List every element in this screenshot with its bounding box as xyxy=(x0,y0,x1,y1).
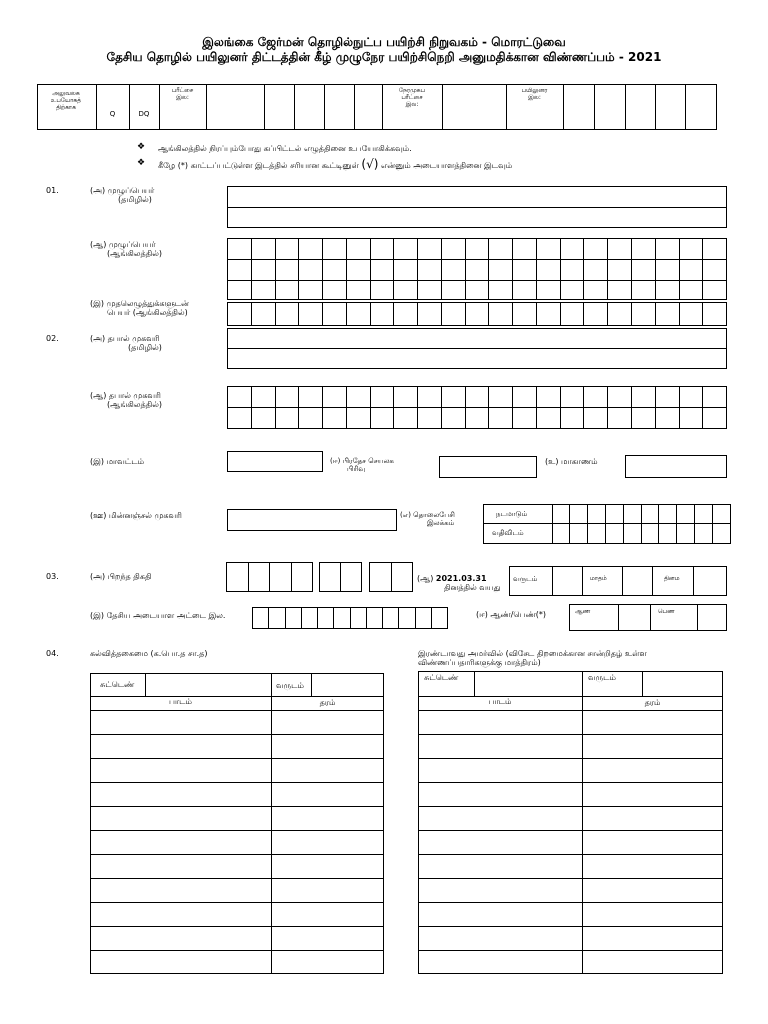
bullet-icon: ❖ xyxy=(137,142,146,152)
office-use-table xyxy=(37,84,717,130)
male-checkbox[interactable] xyxy=(619,605,649,630)
mobile-digits[interactable] xyxy=(552,504,731,524)
email-input[interactable] xyxy=(227,509,397,531)
section-04-number: 04. xyxy=(46,649,59,658)
index-label-left: சுட்டெண் xyxy=(100,680,135,689)
dob-label: (அ) பிறந்த திகதி xyxy=(90,572,152,581)
fullname-english-grid-row1[interactable] xyxy=(227,238,727,260)
qualification-title: கல்வித்தகைமை (க.பொ.த சா.த) xyxy=(90,649,208,658)
email-label: (ஊ) மின்னஞ்சல் முகவரி xyxy=(90,511,182,520)
subject-header-left: பாடம் xyxy=(169,697,192,706)
province-label: (உ) மாகாணம் xyxy=(545,457,598,466)
dob-day-grid[interactable] xyxy=(369,562,413,592)
age-years-label: வருடம் xyxy=(513,575,538,583)
exam-no-label: பரீட்சை இல: xyxy=(171,87,194,101)
subject-header-right: பாடம் xyxy=(488,697,512,706)
year-label-right: வருடம் xyxy=(588,673,616,682)
instruction-1: ஆங்கிலத்தில் நிரப்பும்போது கப்பிட்டல் எழுத்தினை உபயோகிக்கவும். xyxy=(158,144,412,153)
age-months-label: மாதம் xyxy=(590,575,607,582)
second-sitting-title: இரண்டாவது அமர்வில் (விசேட திறமைக்கான சான்றிதழ் உள்ள விண்ணப்பதாரிகளுக்கு மாத்திரம்) xyxy=(418,649,647,668)
divisional-secretariat-label: (ஈ) பிரதேச செயலக பிரிவு xyxy=(330,457,394,474)
index-label-right: சுட்டெண் xyxy=(424,673,459,682)
fullname-english-label: (ஆ) முழுப்பெயர் (ஆங்கிலத்தில்) xyxy=(90,240,162,259)
q-label: Q xyxy=(109,110,116,118)
mobile-label: நடமாடும் xyxy=(496,510,528,518)
district-input[interactable] xyxy=(227,451,323,472)
header-line2: தேசிய தொழில் பயிலுனர் திட்டத்தின் கீழ் முழுநேர பயிற்சிநெறி அனுமதிக்கான விண்ணப்பம் - 2021 xyxy=(106,50,662,64)
home-phone-digits[interactable] xyxy=(552,523,731,544)
results-table-right xyxy=(418,671,723,974)
age-label: (ஆ) 2021.03.31 தினத்தில் வயது xyxy=(417,574,501,593)
address-english-grid-row1[interactable] xyxy=(227,386,727,408)
nic-label: (இ) தேசிய அடையாள அட்டை இல. xyxy=(90,611,226,620)
address-english-grid-row2[interactable] xyxy=(227,407,727,429)
gender-label: (ஈ) ஆண்/பெண்(*) xyxy=(476,610,547,619)
district-label: (இ) மாவட்டம் xyxy=(90,457,145,466)
male-label: ஆண xyxy=(575,608,591,615)
fullname-english-grid-row3[interactable] xyxy=(227,280,727,300)
telephone-label: (எ) தொலைபேசி இலக்கம் xyxy=(400,511,455,528)
interview-no-label: நேரமுகப பரீட்சை இல: xyxy=(398,87,426,108)
office-use-label: அலுவலக உபயோகத் திற்காக xyxy=(50,90,82,111)
section-01-number: 01. xyxy=(46,186,59,195)
address-english-label: (ஆ) தபால் முகவரி (ஆங்கிலத்தில்) xyxy=(90,391,162,410)
female-label: பெண xyxy=(658,608,675,615)
instruction-2: கீழே (*) காட்டப்பட்டுள்ள இடத்தில் சரியான கூட்டினுள் (√) என்னும் அடையாளத்தினை இடவும் xyxy=(158,157,513,171)
trainee-no-label: பயிலுனர இல: xyxy=(521,87,548,101)
year-label-left: வருடம் xyxy=(276,681,304,690)
fullname-english-grid-row2[interactable] xyxy=(227,259,727,281)
age-days-label: தினம xyxy=(664,575,680,582)
check-mark-icon: (√) xyxy=(361,157,379,171)
dq-label: DQ xyxy=(138,110,150,118)
dob-year-grid[interactable] xyxy=(226,562,313,592)
nic-grid[interactable] xyxy=(252,607,448,629)
initials-name-grid[interactable] xyxy=(227,302,727,326)
province-input[interactable] xyxy=(625,455,727,478)
fullname-tamil-label: (அ) முழுப்பெயர் (தமிழில்) xyxy=(90,186,155,205)
section-02-number: 02. xyxy=(46,334,59,343)
header-line1: இலங்கை ஜேர்மன் தொழில்நுட்ப பயிற்சி நிறுவகம் - மொரட்டுவை xyxy=(202,35,566,49)
divisional-secretariat-input[interactable] xyxy=(439,456,537,478)
bullet-icon: ❖ xyxy=(137,158,146,168)
age-table xyxy=(509,566,727,596)
results-table-left xyxy=(90,673,384,974)
home-phone-label: வதிவிடம் xyxy=(492,529,524,537)
section-03-number: 03. xyxy=(46,572,59,581)
address-tamil-label: (அ) தபால் முகவரி (தமிழில்) xyxy=(90,334,162,353)
dob-month-grid[interactable] xyxy=(319,562,362,592)
grade-header-right: தரம் xyxy=(644,698,661,707)
female-checkbox[interactable] xyxy=(698,605,726,630)
grade-header-left: தரம் xyxy=(319,698,336,707)
initials-name-label: (இ) முதலெழுத்துக்களுடன் பெயர் (ஆங்கிலத்தில்) xyxy=(90,299,189,318)
